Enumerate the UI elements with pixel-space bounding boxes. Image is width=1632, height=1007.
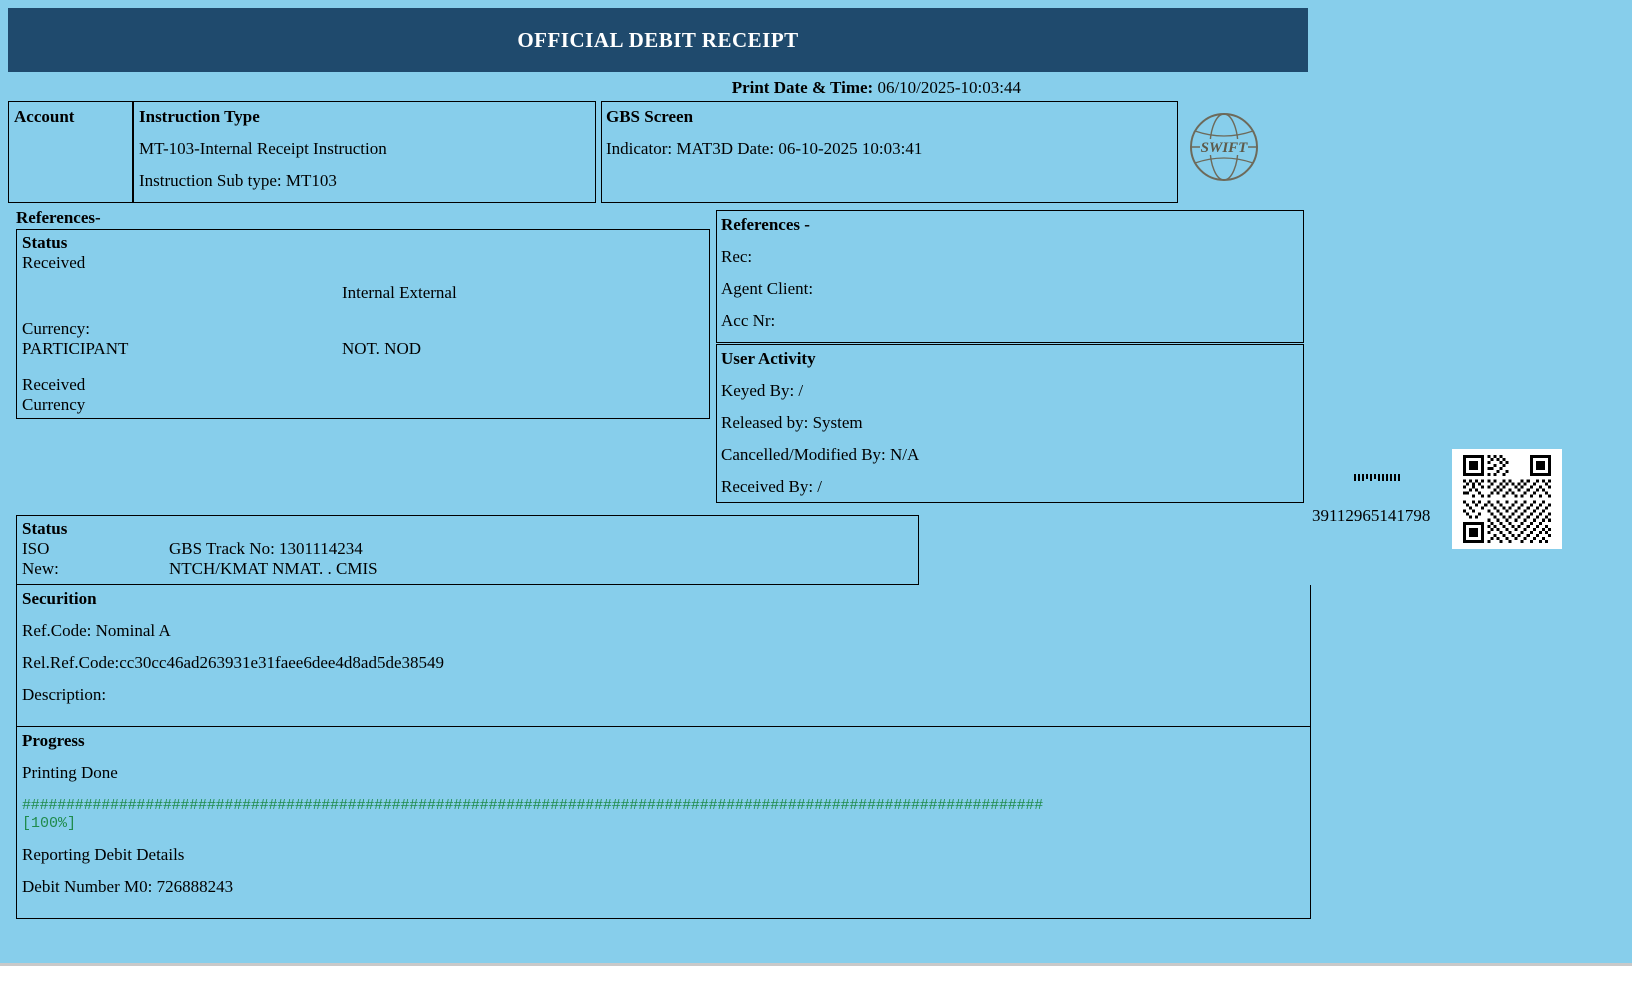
progress-header: Progress [22, 731, 85, 750]
description-field: Description: [22, 685, 107, 704]
progress-percent: [100%] [22, 815, 77, 832]
instruction-subtype-value: Instruction Sub type: MT103 [139, 171, 337, 190]
user-activity-header: User Activity [721, 349, 816, 368]
rec-field: Rec: [721, 247, 753, 266]
status-left-spacer [22, 283, 342, 303]
gbs-screen-box [601, 101, 1178, 203]
internal-external-value: Internal External [342, 283, 457, 302]
gbs-indicator-value: Indicator: MAT3D Date: 06-10-2025 10:03:41 [606, 139, 923, 158]
qr-code [1452, 449, 1562, 549]
rel-ref-code-field: Rel.Ref.Code:cc30cc46ad263931e31faee6dee4d8ad5de38549 [22, 653, 445, 672]
page-footer-area [0, 966, 1632, 1007]
received-by-field: Received By: / [721, 477, 823, 496]
received-label: Received [22, 375, 86, 394]
instruction-type-value: MT-103-Internal Receipt Instruction [139, 139, 387, 158]
status-left-value: Received [22, 253, 86, 272]
swift-globe-icon [1188, 111, 1260, 183]
account-box [8, 101, 133, 203]
print-date-value: 06/10/2025-10:03:44 [877, 78, 1021, 97]
status-block-header: Status [22, 519, 68, 538]
print-date [8, 72, 1308, 101]
new-value: NTCH/KMAT NMAT. . CMIS [169, 559, 378, 578]
references-right-box [716, 210, 1304, 343]
reporting-debit-details: Reporting Debit Details [22, 845, 185, 864]
status-block-box [16, 515, 919, 585]
printing-done-status: Printing Done [22, 763, 118, 782]
keyed-by-field: Keyed By: / [721, 381, 804, 400]
status-left-box [16, 229, 710, 419]
user-activity-box [716, 344, 1304, 503]
released-by-field: Released by: System [721, 413, 863, 432]
participant-value: PARTICIPANT [22, 339, 129, 358]
references-right-header: References - [721, 215, 810, 234]
instruction-type-box [133, 101, 596, 203]
gbs-screen-header: GBS Screen [606, 107, 694, 126]
progress-hash-bar: #################################################################################################################### [22, 797, 1043, 814]
swift-logo-text: SWIFT [1200, 140, 1248, 156]
cancelled-modified-by-field: Cancelled/Modified By: N/A [721, 445, 920, 464]
barcode-area [1312, 449, 1572, 559]
middle-section [8, 208, 1308, 515]
not-nod-value: NOT. NOD [342, 339, 422, 358]
securition-header: Securition [22, 589, 97, 608]
account-box-header: Account [14, 107, 75, 126]
progress-box [16, 727, 1311, 919]
currency-label-2: Currency [22, 395, 86, 414]
ref-code-field: Ref.Code: Nominal A [22, 621, 171, 640]
status-left-header: Status [22, 233, 68, 252]
print-date-label: Print Date & Time: [731, 78, 874, 97]
page-title: OFFICIAL DEBIT RECEIPT [8, 8, 1308, 72]
gbs-track-no-value: GBS Track No: 1301114234 [169, 539, 363, 558]
instruction-type-header: Instruction Type [139, 107, 260, 126]
debit-number: Debit Number M0: 726888243 [22, 877, 234, 896]
barcode-number: 39112965141798 [1312, 506, 1431, 525]
currency-label: Currency: [22, 319, 90, 338]
iso-label: ISO [22, 539, 50, 558]
receipt-document [8, 8, 1308, 919]
barcode-lines-icon [1354, 474, 1416, 486]
new-label: New: [22, 559, 59, 578]
acc-nr-field: Acc Nr: [721, 311, 776, 330]
top-boxes-row [8, 101, 1308, 203]
agent-client-field: Agent Client: [721, 279, 814, 298]
references-left-label: References- [16, 208, 101, 227]
securition-box [16, 585, 1311, 727]
